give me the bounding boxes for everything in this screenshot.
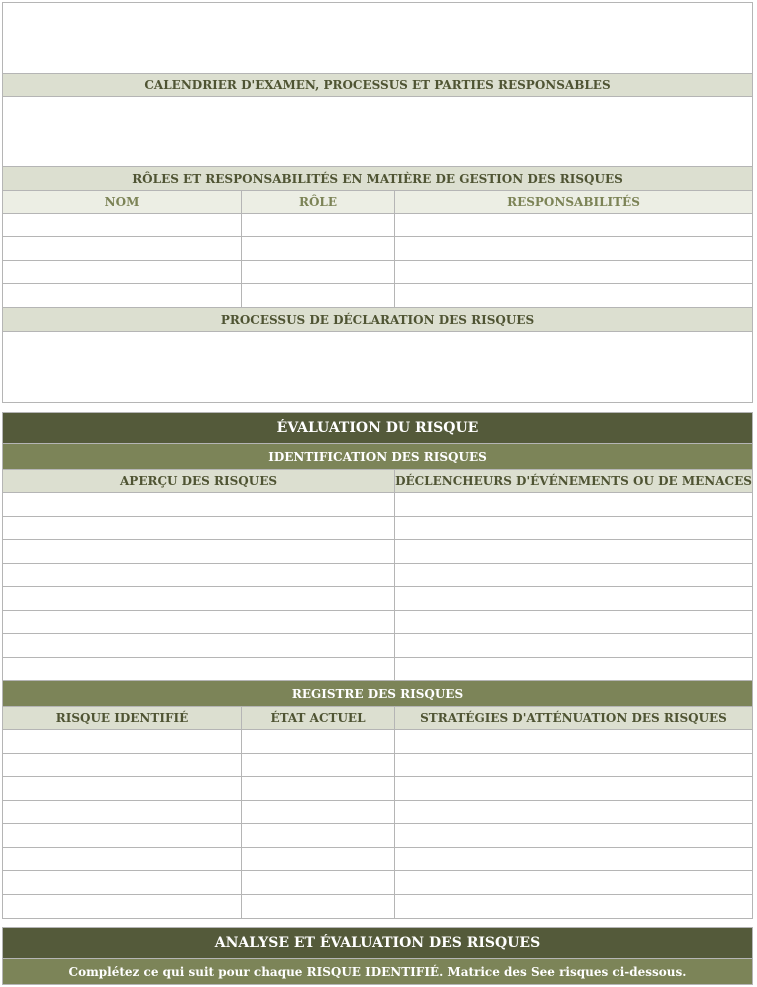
risk-register-header: REGISTRE DES RISQUES bbox=[3, 681, 752, 706]
status-cell[interactable] bbox=[242, 754, 395, 777]
mitigation-cell[interactable] bbox=[395, 871, 752, 894]
table-row bbox=[3, 517, 752, 541]
trigger-cell[interactable] bbox=[395, 493, 752, 516]
trigger-cell[interactable] bbox=[395, 611, 752, 634]
table-row bbox=[3, 493, 752, 517]
role-cell[interactable] bbox=[242, 261, 395, 283]
status-cell[interactable] bbox=[242, 895, 395, 919]
column-header-name: NOM bbox=[3, 191, 242, 213]
status-cell[interactable] bbox=[242, 730, 395, 753]
table-row bbox=[3, 658, 752, 682]
risk-assessment-table bbox=[2, 412, 753, 919]
roles-header: RÔLES ET RESPONSABILITÉS EN MATIÈRE DE GESTION DES RISQUES bbox=[3, 167, 752, 190]
responsibilities-cell[interactable] bbox=[395, 284, 752, 307]
review-schedule-header: CALENDRIER D'EXAMEN, PROCESSUS ET PARTIES RESPONSABLES bbox=[3, 74, 752, 96]
column-header-mitigation: STRATÉGIES D'ATTÉNUATION DES RISQUES bbox=[395, 707, 752, 729]
mitigation-cell[interactable] bbox=[395, 895, 752, 919]
table-row bbox=[3, 871, 752, 895]
identified-risk-cell[interactable] bbox=[3, 754, 242, 777]
role-cell[interactable] bbox=[242, 214, 395, 236]
status-cell[interactable] bbox=[242, 824, 395, 847]
name-cell[interactable] bbox=[3, 284, 242, 307]
table-row bbox=[3, 824, 752, 848]
responsibilities-cell[interactable] bbox=[395, 214, 752, 236]
responsibilities-cell[interactable] bbox=[395, 237, 752, 260]
risk-overview-cell[interactable] bbox=[3, 493, 395, 516]
column-header-triggers: DÉCLENCHEURS D'ÉVÉNEMENTS OU DE MENACES bbox=[395, 470, 752, 492]
status-cell[interactable] bbox=[242, 777, 395, 800]
risk-assessment-title: ÉVALUATION DU RISQUE bbox=[3, 413, 752, 443]
risk-overview-cell[interactable] bbox=[3, 517, 395, 540]
mitigation-cell[interactable] bbox=[395, 848, 752, 871]
table-row bbox=[3, 237, 752, 261]
responsibilities-table bbox=[2, 2, 753, 403]
trigger-cell[interactable] bbox=[395, 634, 752, 657]
column-header-identified-risk: RISQUE IDENTIFIÉ bbox=[3, 707, 242, 729]
risk-analysis-title: ANALYSE ET ÉVALUATION DES RISQUES bbox=[3, 928, 752, 958]
table-row bbox=[3, 730, 752, 754]
identified-risk-cell[interactable] bbox=[3, 848, 242, 871]
table-row bbox=[3, 634, 752, 658]
identified-risk-cell[interactable] bbox=[3, 730, 242, 753]
review-schedule-field[interactable] bbox=[3, 97, 752, 166]
trigger-cell[interactable] bbox=[395, 564, 752, 587]
status-cell[interactable] bbox=[242, 801, 395, 824]
risk-overview-cell[interactable] bbox=[3, 658, 395, 681]
name-cell[interactable] bbox=[3, 237, 242, 260]
table-row bbox=[3, 848, 752, 872]
trigger-cell[interactable] bbox=[395, 658, 752, 681]
mitigation-cell[interactable] bbox=[395, 777, 752, 800]
table-row bbox=[3, 564, 752, 588]
identified-risk-cell[interactable] bbox=[3, 895, 242, 919]
risk-overview-cell[interactable] bbox=[3, 587, 395, 610]
table-row bbox=[3, 214, 752, 237]
column-header-responsibilities: RESPONSABILITÉS bbox=[395, 191, 752, 213]
trigger-cell[interactable] bbox=[395, 540, 752, 563]
responsibilities-cell[interactable] bbox=[395, 261, 752, 283]
column-header-role: RÔLE bbox=[242, 191, 395, 213]
table-row bbox=[3, 895, 752, 919]
mitigation-cell[interactable] bbox=[395, 754, 752, 777]
risk-overview-cell[interactable] bbox=[3, 564, 395, 587]
mitigation-cell[interactable] bbox=[395, 801, 752, 824]
identified-risk-cell[interactable] bbox=[3, 871, 242, 894]
name-cell[interactable] bbox=[3, 261, 242, 283]
status-cell[interactable] bbox=[242, 871, 395, 894]
trigger-cell[interactable] bbox=[395, 587, 752, 610]
table-row bbox=[3, 261, 752, 284]
column-header-risk-overview: APERÇU DES RISQUES bbox=[3, 470, 395, 492]
table-row bbox=[3, 540, 752, 564]
status-cell[interactable] bbox=[242, 848, 395, 871]
table-row bbox=[3, 587, 752, 611]
reporting-process-field[interactable] bbox=[3, 332, 752, 402]
trigger-cell[interactable] bbox=[395, 517, 752, 540]
name-cell[interactable] bbox=[3, 214, 242, 236]
risk-overview-cell[interactable] bbox=[3, 634, 395, 657]
role-cell[interactable] bbox=[242, 284, 395, 307]
risk-analysis-instruction: Complétez ce qui suit pour chaque RISQUE IDENTIFIÉ. Matrice des See risques ci-dessous. bbox=[3, 959, 752, 984]
identified-risk-cell[interactable] bbox=[3, 824, 242, 847]
table-row bbox=[3, 777, 752, 801]
risk-analysis-table bbox=[2, 927, 753, 985]
mitigation-cell[interactable] bbox=[395, 730, 752, 753]
risk-overview-cell[interactable] bbox=[3, 611, 395, 634]
identified-risk-cell[interactable] bbox=[3, 777, 242, 800]
risk-overview-cell[interactable] bbox=[3, 540, 395, 563]
mitigation-cell[interactable] bbox=[395, 824, 752, 847]
top-blank-field[interactable] bbox=[3, 3, 752, 73]
table-row bbox=[3, 754, 752, 778]
column-header-current-status: ÉTAT ACTUEL bbox=[242, 707, 395, 729]
identified-risk-cell[interactable] bbox=[3, 801, 242, 824]
table-row bbox=[3, 801, 752, 825]
risk-identification-header: IDENTIFICATION DES RISQUES bbox=[3, 444, 752, 469]
role-cell[interactable] bbox=[242, 237, 395, 260]
table-row bbox=[3, 611, 752, 635]
table-row bbox=[3, 284, 752, 308]
reporting-process-header: PROCESSUS DE DÉCLARATION DES RISQUES bbox=[3, 308, 752, 331]
